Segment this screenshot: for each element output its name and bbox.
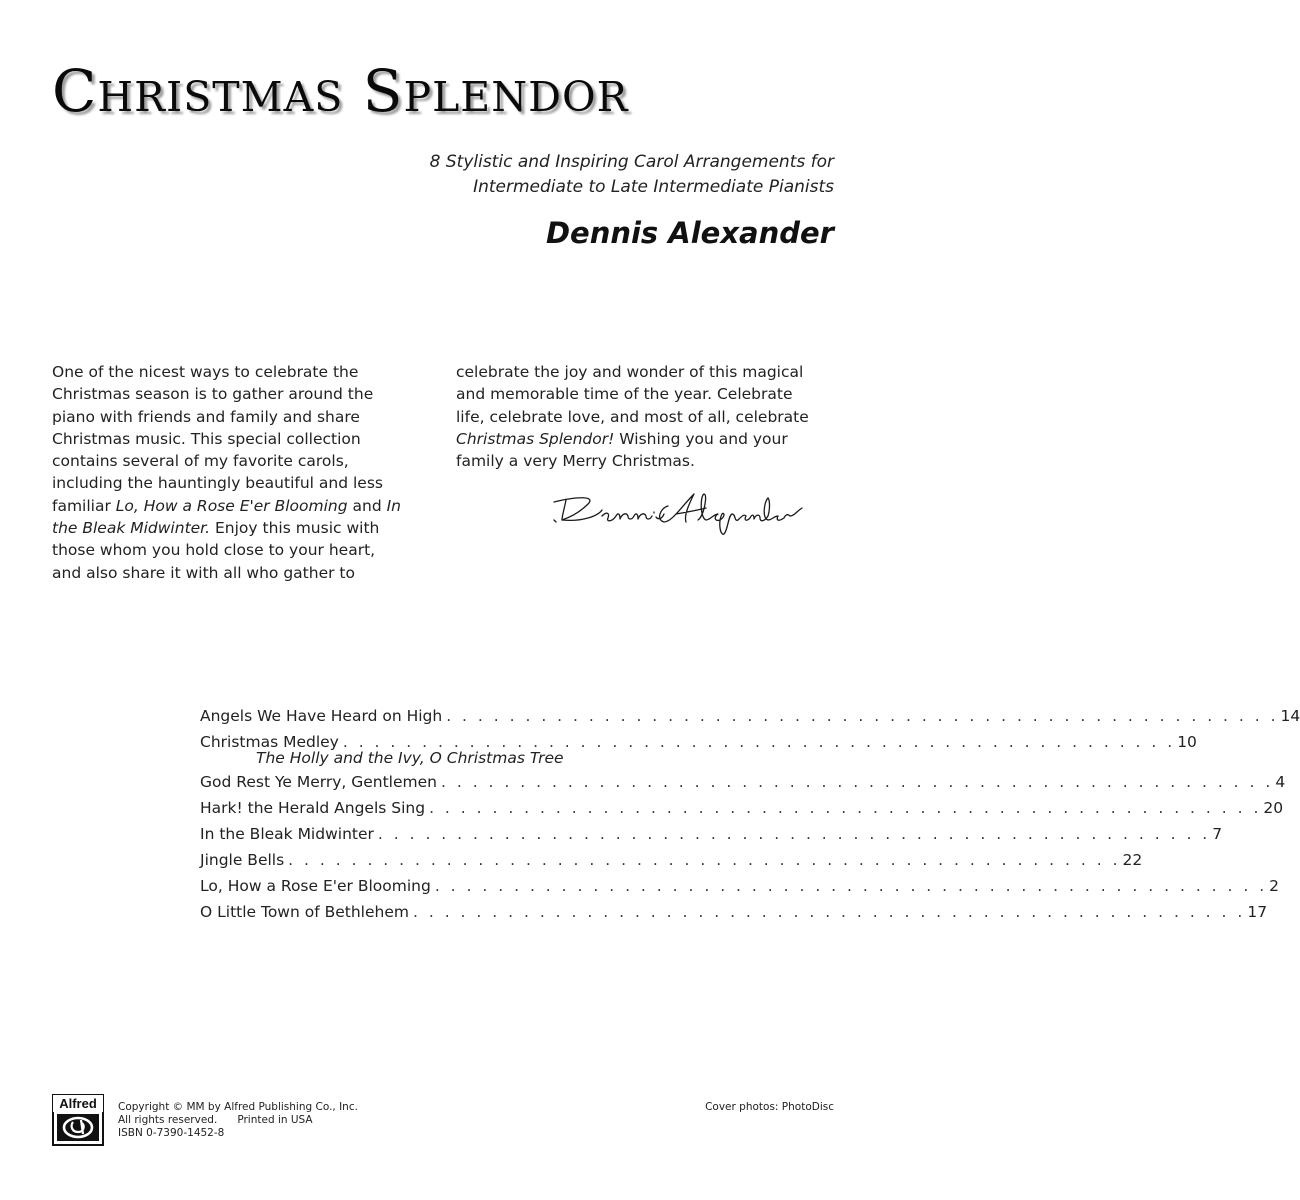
intro-line: and memorable time of the year. Celebrate [456,385,793,404]
toc-entry[interactable] [200,703,1300,729]
copyright-block [118,1101,358,1140]
cover-photo-credit: Cover photos: PhotoDisc [705,1101,834,1113]
toc-entry-title: God Rest Ye Merry, Gentlemen [200,773,437,791]
intro-text: Wishing you and your [614,429,788,448]
intro-right-column [456,361,836,472]
toc-leader-dots: . . . . . . . . . . . . . . . . . . . . . . . . . . . . . . . . . . . . . . . . . . . . . . . . . . . . . [440,773,1274,791]
copyright-line: Copyright © MM by Alfred Publishing Co., Inc. [118,1101,358,1113]
intro-line: family a very Merry Christmas. [456,452,695,471]
intro-line [52,495,432,517]
alfred-logo-text: Alfred [59,1096,97,1111]
composer-signature [548,486,808,546]
intro-line [52,517,432,539]
copyright-line: All rights reserved. Printed in USA [118,1114,313,1126]
intro-song-title: Lo, How a Rose E'er Blooming [115,496,348,515]
intro-book-title: Christmas Splendor! [456,429,615,448]
toc-leader-dots: . . . . . . . . . . . . . . . . . . . . . . . . . . . . . . . . . . . . . . . . . . . . . . . . . . . . . [429,799,1262,817]
intro-line: Christmas music. This special collection [52,429,361,448]
intro-line: contains several of my favorite carols, [52,452,349,471]
toc-entry[interactable] [200,795,1284,821]
toc-page-number: 10 [1177,733,1197,751]
toc-entry-title: Lo, How a Rose E'er Blooming [200,877,431,895]
subtitle-line: 8 Stylistic and Inspiring Carol Arrangements for [429,152,834,172]
intro-song-title: the Bleak Midwinter. [52,519,211,538]
toc-page-number: 17 [1247,903,1268,921]
toc-entry-title: In the Bleak Midwinter [200,825,374,843]
intro-line: piano with friends and family and share [52,407,360,426]
toc-entry[interactable] [200,873,1280,899]
toc-entry[interactable] [200,847,1143,873]
book-subtitle [274,150,834,200]
intro-line: One of the nicest ways to celebrate the [52,363,359,381]
intro-left-column [52,361,432,584]
intro-line: those whom you hold close to your heart, [52,541,376,560]
table-of-contents [200,703,1300,925]
subtitle-line: Intermediate to Late Intermediate Pianists [473,177,834,197]
toc-entry-subtitle: The Holly and the Ivy, O Christmas Tree [256,749,564,767]
intro-line: Christmas season is to gather around the [52,385,374,404]
intro-line: life, celebrate love, and most of all, celebrate [456,407,809,426]
toc-page-number: 2 [1269,877,1280,895]
toc-leader-dots: . . . . . . . . . . . . . . . . . . . . . . . . . . . . . . . . . . . . . . . . . . . . . . . . . . . . . [446,707,1279,725]
toc-entry-title: Jingle Bells [200,851,285,869]
toc-leader-dots: . . . . . . . . . . . . . . . . . . . . . . . . . . . . . . . . . . . . . . . . . . . . . . . . . . . . . [342,733,1176,751]
alfred-logo [52,1094,104,1146]
intro-line [456,428,836,450]
intro-song-title: In [386,496,401,515]
toc-entry[interactable] [200,899,1268,925]
toc-page-number: 14 [1280,707,1300,725]
toc-entry-title: Hark! the Herald Angels Sing [200,799,426,817]
intro-line: and also share it with all who gather to [52,563,355,582]
toc-entry-title: O Little Town of Bethlehem [200,903,409,921]
toc-leader-dots: . . . . . . . . . . . . . . . . . . . . . . . . . . . . . . . . . . . . . . . . . . . . . . . . . . . . . [377,825,1211,843]
intro-text: Enjoy this music with [210,519,380,538]
toc-leader-dots: . . . . . . . . . . . . . . . . . . . . . . . . . . . . . . . . . . . . . . . . . . . . . . . . . . . . . [288,851,1121,869]
toc-entry[interactable] [200,821,1223,847]
book-title: Christmas Splendor [52,57,629,125]
intro-line: including the hauntingly beautiful and less [52,474,383,493]
toc-entry-title: Angels We Have Heard on High [200,707,443,725]
toc-entry-title: Christmas Medley [200,733,339,751]
toc-leader-dots: . . . . . . . . . . . . . . . . . . . . . . . . . . . . . . . . . . . . . . . . . . . . . . . . . . . . . [434,877,1268,895]
toc-entry[interactable] [200,769,1286,795]
toc-page-number: 7 [1212,825,1223,843]
intro-text: familiar [52,496,116,515]
intro-text: and [347,496,387,515]
intro-line: celebrate the joy and wonder of this magical [456,363,804,381]
toc-leader-dots: . . . . . . . . . . . . . . . . . . . . . . . . . . . . . . . . . . . . . . . . . . . . . . . . . . . . . [412,903,1246,921]
toc-page-number: 22 [1122,851,1143,869]
toc-page-number: 4 [1275,773,1286,791]
composer-name: Dennis Alexander [545,216,834,250]
toc-page-number: 20 [1263,799,1284,817]
isbn: ISBN 0-7390-1452-8 [118,1127,225,1139]
